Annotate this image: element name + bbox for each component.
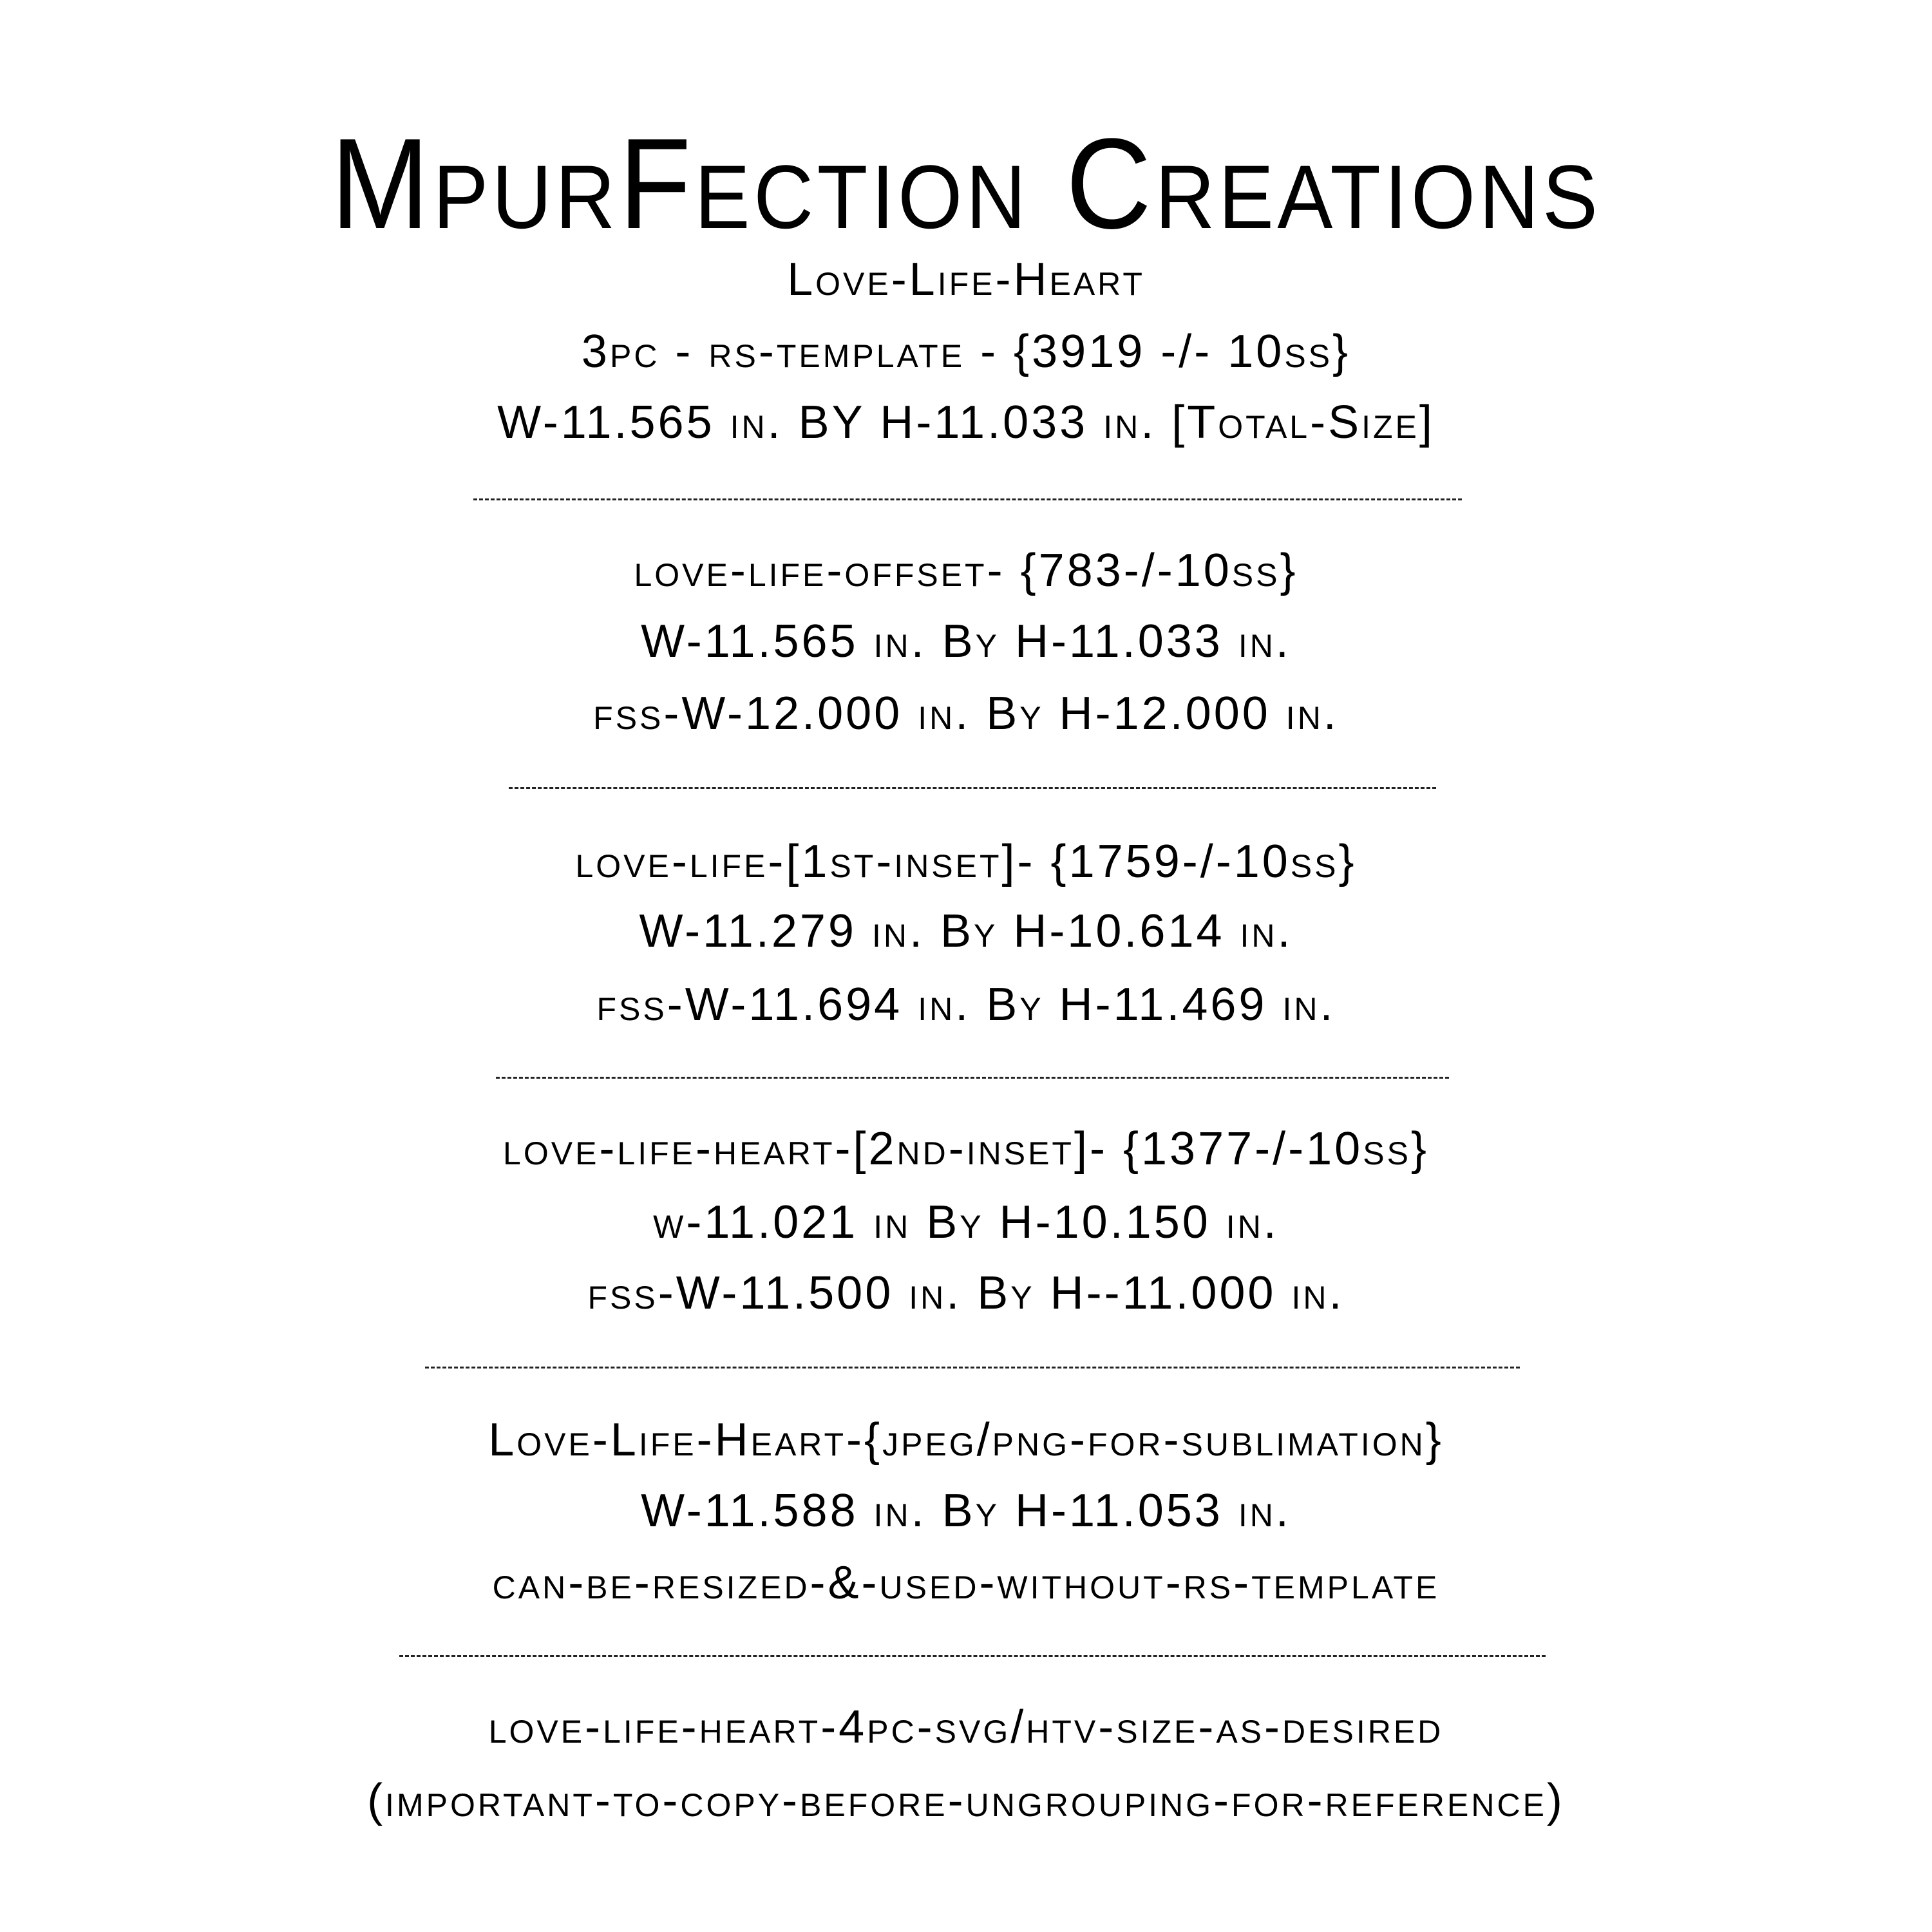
sublimation-name: Love-Life-Heart-{jpeg/png-for-sublimation} [488,1414,1444,1466]
page-title: MpurFection Creations [330,112,1602,256]
footer-line-1: love-life-heart-4pc-svg/htv-size-as-desired [488,1701,1444,1753]
sublimation-note: can-be-resized-&-used-without-rs-template [492,1557,1440,1609]
second-inset-size: w-11.021 in By H-10.150 in. [653,1197,1279,1248]
first-inset-size: W-11.279 in. By H-10.614 in. [639,905,1293,957]
set-info: 3pc - rs-template - {3919 -/- 10ss} [581,326,1351,377]
footer-line-2: (important-to-copy-before-ungrouping-for-reference) [367,1775,1565,1826]
offset-name: love-life-offset- {783-/-10ss} [634,545,1298,596]
offset-fss: fss-W-12.000 in. By H-12.000 in. [593,688,1339,739]
offset-size: W-11.565 in. By H-11.033 in. [641,616,1291,667]
section-divider [473,498,1462,500]
first-inset-fss: fss-W-11.694 in. By H-11.469 in. [596,979,1336,1030]
sublimation-size: W-11.588 in. By H-11.053 in. [641,1485,1291,1537]
section-divider [496,1077,1449,1079]
second-inset-name: love-life-heart-[2nd-inset]- {1377-/-10ss} [503,1123,1429,1175]
total-size: W-11.565 in. BY H-11.033 in. [Total-Size] [497,397,1435,448]
section-divider [425,1367,1520,1368]
first-inset-name: love-life-[1st-inset]- {1759-/-10ss} [575,836,1357,887]
section-divider [509,787,1436,789]
product-subtitle: Love-Life-Heart [787,254,1145,305]
section-divider [399,1655,1546,1657]
second-inset-fss: fss-W-11.500 in. By H--11.000 in. [587,1267,1345,1319]
